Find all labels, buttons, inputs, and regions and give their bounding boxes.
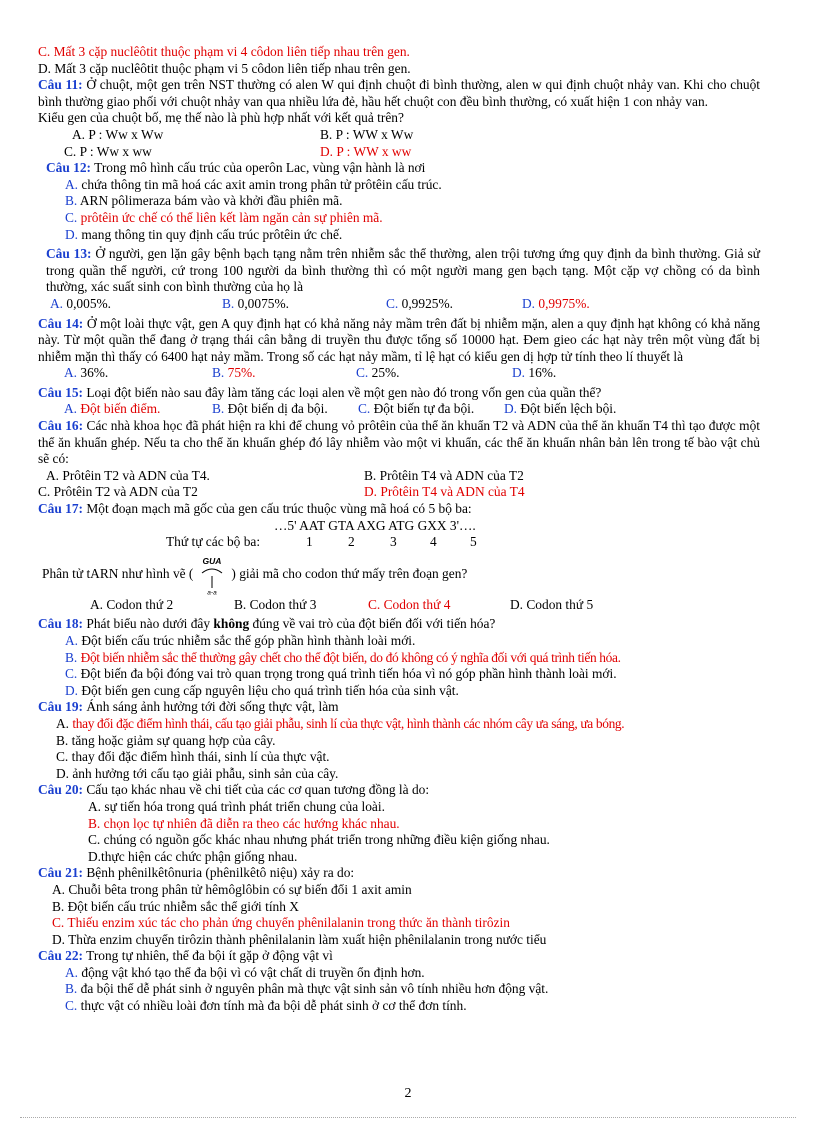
- answer-letter: B.: [212, 365, 225, 381]
- question-text: Phân tử tARN như hình vẽ (: [42, 565, 194, 581]
- answer-d: D. ảnh hưởng tới cấu tạo giải phẫu, sinh sản của cây.: [56, 765, 339, 781]
- answer-c: C. Codon thứ 4: [368, 596, 451, 612]
- answer-letter: B.: [65, 649, 78, 665]
- answer-a: A. Chuỗi bêta trong phân tử hêmôglôbin có sự biến đổi 1 axit amin: [52, 881, 412, 897]
- trna-question-line: [38, 555, 760, 595]
- question-13: [38, 246, 760, 296]
- triplet-order-number: 1: [306, 534, 313, 550]
- question-label: Câu 16:: [38, 418, 84, 434]
- answer-a: [38, 716, 760, 733]
- answer-d: D. Thừa enzim chuyển tirôzin thành phênilalanin làm xuất hiện phênilalanin trong nước tiểu: [52, 931, 547, 947]
- question-label: Câu 17:: [38, 501, 84, 517]
- question-17: [38, 501, 760, 518]
- answer-letter: C.: [65, 209, 78, 225]
- answer-letter: C.: [65, 998, 78, 1014]
- answer-c: Đột biến tự đa bội.: [373, 401, 475, 417]
- answer-a: [38, 177, 760, 194]
- question-22: [38, 948, 760, 965]
- answer-b: 0,0075%.: [237, 295, 289, 311]
- answer-a: A. Prôtêin T2 và ADN của T4.: [46, 467, 210, 483]
- question-11: [38, 77, 760, 110]
- answer-a: A. P : Ww x Ww: [72, 126, 164, 142]
- question-20: [38, 782, 760, 799]
- answer-b: [38, 193, 760, 210]
- triplet-order-number: 5: [470, 534, 477, 550]
- triplet-order-label: Thứ tự các bộ ba:: [166, 534, 261, 550]
- answer-text: Đột biến gen cung cấp nguyên liệu cho quá trình tiến hóa của sinh vật.: [81, 682, 459, 698]
- question-text: ) giải mã cho codon thứ mấy trên đoạn gen?: [231, 565, 468, 581]
- prev-option-d: D. Mất 3 cặp nuclêôtit thuộc phạm vi 5 côdon liên tiếp nhau trên gen.: [38, 60, 411, 76]
- answer-text: prôtêin ức chế có thể liên kết làm ngăn cản sự phiên mã.: [80, 209, 383, 225]
- answer-letter: A.: [65, 176, 79, 192]
- answer-c: C. P : Ww x ww: [64, 143, 152, 159]
- answer-a: 0,005%.: [66, 295, 112, 311]
- question-text: Phát biểu nào dưới đây: [86, 616, 211, 632]
- triplet-order-row: [38, 534, 760, 551]
- answer-c: C. Prôtêin T2 và ADN của T2: [38, 484, 198, 500]
- answer-letter: C.: [356, 365, 369, 381]
- trna-amino-acid: a-a: [207, 589, 218, 595]
- answer-c: [38, 210, 760, 227]
- question-text: Một đoạn mạch mã gốc của gen cấu trúc thuộc vùng mã hoá có 5 bộ ba:: [86, 501, 472, 517]
- answer-d: D. Prôtêin T4 và ADN của T4: [364, 484, 525, 500]
- answer-text: ARN pôlimeraza bám vào và khởi đầu phiên mã.: [79, 193, 343, 209]
- answer-letter: C.: [386, 295, 399, 311]
- question-label: Câu 12:: [46, 160, 92, 176]
- dna-sequence: …5' AAT GTA AXG ATG GXX 3'….: [274, 517, 476, 533]
- trna-anticodon: GUA: [202, 555, 222, 566]
- answer-d: [38, 227, 760, 244]
- triplet-order-number: 3: [390, 534, 397, 550]
- answer-row: [38, 144, 760, 161]
- answer-row: [38, 401, 760, 418]
- answer-a: 36%.: [80, 365, 109, 381]
- question-14: [38, 316, 760, 366]
- answer-c: [38, 666, 760, 683]
- answer-row: [38, 468, 760, 485]
- answer-text: Đột biến nhiễm sắc thể thường gây chết cho thể đột biến, do đó không có ý nghĩa đối với quá trình tiến hóa.: [80, 649, 621, 665]
- answer-letter: B.: [65, 193, 78, 209]
- answer-d: [38, 683, 760, 700]
- trna-shape: [193, 555, 231, 595]
- answer-c: 25%.: [371, 365, 400, 381]
- question-label: Câu 22:: [38, 948, 84, 964]
- question-text: Loại đột biến nào sau đây làm tăng các loại alen về một gen nào đó trong vốn gen của quần thể?: [86, 384, 602, 400]
- answer-letter: A.: [56, 715, 70, 731]
- answer-letter: D.: [65, 682, 79, 698]
- question-text: Ánh sáng ảnh hưởng tới đời sống thực vật, làm: [86, 699, 339, 715]
- question-19: [38, 699, 760, 716]
- question-text-continued: Kiểu gen của chuột bố, mẹ thế nào là phù hợp nhất với kết quả trên?: [38, 110, 404, 126]
- question-label: Câu 11:: [38, 77, 83, 93]
- answer-row: [38, 365, 760, 382]
- answer-b: [38, 650, 760, 667]
- answer-text: động vật khó tạo thể đa bội vì có vật chất di truyền ổn định hơn.: [81, 964, 425, 980]
- answer-b: B. Prôtêin T4 và ADN của T2: [364, 467, 524, 483]
- answer-b: B. Đột biến cấu trúc nhiễm sắc thể giới tính X: [52, 898, 299, 914]
- answer-d: D. P : WW x ww: [320, 143, 412, 159]
- answer-a: [38, 965, 760, 982]
- question-text: Cấu tạo khác nhau về chi tiết của các cơ quan tương đồng là do:: [86, 782, 430, 798]
- answer-text: chứa thông tin mã hoá các axit amin trong phân tử prôtêin cấu trúc.: [81, 176, 442, 192]
- question-label: Câu 20:: [38, 782, 84, 798]
- question-text: Trong mô hình cấu trúc của operôn Lac, vùng vận hành là nơi: [94, 160, 426, 176]
- answer-letter: C.: [65, 666, 78, 682]
- answer-a: A. Codon thứ 2: [90, 596, 174, 612]
- answer-letter: B.: [222, 295, 235, 311]
- answer-row: [38, 484, 760, 501]
- page-number: 2: [404, 1086, 412, 1101]
- answer-row: [38, 127, 760, 144]
- question-21: [38, 865, 760, 882]
- question-16: [38, 418, 760, 468]
- question-text: Các nhà khoa học đã phát hiện ra khi để chung vỏ prôtêin của thể ăn khuẩn T2 và ADN của thể ăn khuẩn T4 thì tạo được một thể ăn khuẩn ghép. Nếu ta cho thể ăn khuẩn ghép đó lây nhiễm vào một vi khuẩn, các thể ăn khuẩn nhân bản lên trong tế bào vật chủ sẽ có:: [38, 418, 760, 467]
- answer-a: Đột biến điểm.: [80, 401, 161, 417]
- answer-d: 16%.: [528, 365, 557, 381]
- answer-b: Đột biến dị đa bội.: [227, 401, 328, 417]
- answer-d: 0,9975%.: [538, 295, 590, 311]
- question-label: Câu 18:: [38, 616, 84, 632]
- answer-d: D.thực hiện các chức phận giống nhau.: [88, 848, 298, 864]
- answer-text: thay đổi đặc điểm hình thái, cấu tạo giải phẫu, sinh lí của thực vật, hình thành các nhóm cây ưa sáng, ưa bóng.: [72, 715, 625, 731]
- answer-text: đa bội thể dễ phát sinh ở nguyên phân mà thực vật sinh sản vô tính nhiều hơn động vật.: [80, 981, 549, 997]
- question-18: [38, 616, 760, 633]
- answer-b: B. tăng hoặc giảm sự quang hợp của cây.: [56, 732, 276, 748]
- answer-letter: B.: [65, 981, 78, 997]
- answer-letter: D.: [504, 401, 518, 417]
- answer-letter: A.: [50, 295, 64, 311]
- answer-b: 75%.: [227, 365, 256, 381]
- question-text: Bệnh phênilkêtônuria (phênilkêtô niệu) xảy ra do:: [86, 865, 355, 881]
- answer-d: D. Codon thứ 5: [510, 596, 594, 612]
- triplet-order-number: 4: [430, 534, 437, 550]
- answer-c: C. thay đổi đặc điểm hình thái, sinh lí của thực vật.: [56, 749, 330, 765]
- question-label: Câu 15:: [38, 384, 84, 400]
- question-text: Trong tự nhiên, thể đa bội ít gặp ở động vật vì: [86, 948, 333, 964]
- answer-a: A. sự tiến hóa trong quá trình phát triển chung của loài.: [88, 798, 385, 814]
- answer-c: C. Thiếu enzim xúc tác cho phản ứng chuyển phênilalanin trong thức ăn thành tirôzin: [52, 915, 510, 931]
- answer-letter: A.: [65, 633, 79, 648]
- question-12: [38, 160, 760, 177]
- question-text: Ở chuột, một gen trên NST thường có alen W qui định chuột đi bình thường, alen w qui định chuột nhảy van. Khi cho chuột bình thường giao phối với chuột nhảy van qua nhiều lứa đẻ, hầu hết chuột con đều bình thường, có xuất hiện 1 con nhảy van.: [38, 77, 760, 109]
- answer-c: [38, 998, 760, 1015]
- answer-row: [38, 597, 760, 614]
- answer-text: mang thông tin quy định cấu trúc prôtêin ức chế.: [81, 226, 343, 242]
- answer-d: Đột biến lệch bội.: [520, 401, 617, 417]
- question-label: Câu 21:: [38, 865, 84, 881]
- footer-divider: [20, 1117, 796, 1118]
- prev-option-c: C. Mất 3 cặp nuclêôtit thuộc phạm vi 4 côdon liên tiếp nhau trên gen.: [38, 44, 410, 59]
- answer-letter: A.: [64, 401, 78, 417]
- document-page: [38, 44, 760, 1015]
- answer-letter: A.: [64, 365, 78, 381]
- question-emphasis: không: [213, 616, 250, 632]
- answer-b: B. Codon thứ 3: [234, 596, 317, 612]
- question-15: [38, 385, 760, 402]
- answer-a: [38, 633, 760, 650]
- answer-b: B. P : WW x Ww: [320, 126, 414, 142]
- question-text: Ở một loài thực vật, gen A quy định hạt có khả năng nảy mầm trên đất bị nhiễm mặn, alen a quy định hạt không có khả năng này. Từ một quần thể đang ở trạng thái cân bằng di truyền thu được tổng số 10000 hạt. Đem gieo các hạt này trên một vùng đất bị nhiễm mặn thì thấy có 6400 hạt nảy mầm. Trong số các hạt nảy mầm, tỉ lệ hạt có kiểu gen dị hợp tử tính theo lí thuyết là: [38, 315, 760, 364]
- answer-letter: B.: [212, 401, 225, 417]
- answer-letter: D.: [512, 365, 526, 381]
- question-label: Câu 19:: [38, 699, 84, 715]
- answer-letter: A.: [65, 964, 79, 980]
- answer-b: B. chọn lọc tự nhiên đã diễn ra theo các hướng khác nhau.: [88, 815, 400, 831]
- answer-c: C. chúng có nguồn gốc khác nhau nhưng phát triển trong những điều kiện giống nhau.: [88, 832, 550, 848]
- answer-text: thực vật có nhiều loài đơn tính mà đa bội dễ phát sinh ở cơ thể đơn tính.: [80, 998, 467, 1014]
- answer-text: Đột biến cấu trúc nhiễm sắc thể góp phần hình thành loài mới.: [81, 633, 416, 648]
- answer-c: 0,9925%.: [401, 295, 453, 311]
- answer-letter: D.: [522, 295, 536, 311]
- question-label: Câu 13:: [46, 246, 92, 262]
- question-text: Ở người, gen lặn gây bệnh bạch tạng nằm trên nhiễm sắc thể thường, alen trội tương ứng quy định da bình thường. Giả sử trong quần thể người, cứ trong 100 người da bình thường thì có một người mang gen bạch tạng. Một cặp vợ chồng có da bình thường, xác suất sinh con bình thường của họ là: [46, 246, 761, 295]
- answer-text: Đột biến đa bội đóng vai trò quan trọng trong quá trình tiến hóa vì nó góp phần hình thành loài mới.: [80, 666, 617, 682]
- trna-diagram: [193, 555, 231, 595]
- triplet-order-number: 2: [348, 534, 355, 550]
- question-text: đúng về vai trò của đột biến đối với tiến hóa?: [252, 616, 496, 632]
- answer-b: [38, 981, 760, 998]
- answer-row: [38, 296, 760, 313]
- question-label: Câu 14:: [38, 315, 84, 331]
- answer-letter: D.: [65, 226, 79, 242]
- answer-letter: C.: [358, 401, 371, 417]
- trna-arch: [202, 569, 222, 573]
